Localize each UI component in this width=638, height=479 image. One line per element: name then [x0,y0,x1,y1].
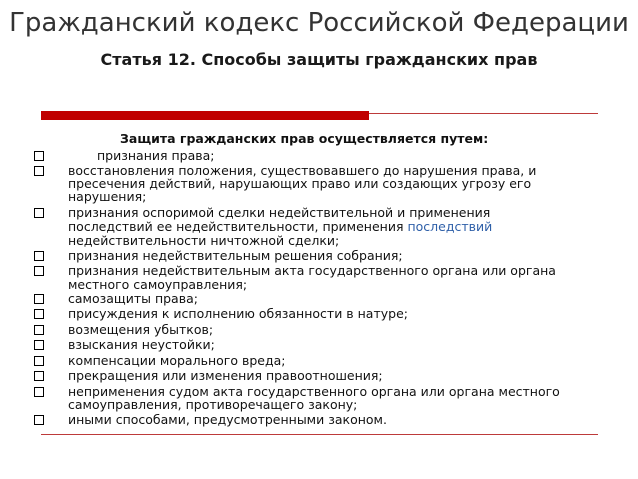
list-item-text: местного самоуправления; [68,277,248,292]
remedies-list [0,148,638,427]
hollow-square-bullet-icon [34,208,44,218]
divider-line [369,113,598,114]
list-item [0,353,638,368]
hollow-square-bullet-icon [34,309,44,319]
list-item [0,368,638,384]
list-item [0,291,638,306]
hollow-square-bullet-icon [34,266,44,276]
intro-text: Защита гражданских прав осуществляется путем: [120,131,489,146]
hollow-square-bullet-icon [34,251,44,261]
list-item [0,263,638,291]
list-item-text: компенсации морального вреда; [68,353,286,368]
list-item-text: признания оспоримой сделки недействительной и применения [68,205,491,220]
hollow-square-bullet-icon [34,166,44,176]
bottom-divider-line [41,434,598,435]
list-item [0,384,638,412]
hollow-square-bullet-icon [34,387,44,397]
list-item [0,248,638,263]
accent-bar [41,111,369,120]
list-item-text: иными способами, предусмотренными законом. [68,412,387,427]
list-item [0,205,638,248]
hollow-square-bullet-icon [34,151,44,161]
list-item-text: пресечения действий, нарушающих право или создающих угрозу его [68,176,532,191]
slide-title: Гражданский кодекс Российской Федерации [9,8,629,38]
list-item-text: признания недействительным акта государственного органа или органа [68,263,556,278]
list-item-text: возмещения убытков; [68,322,214,337]
slide-subtitle: Статья 12. Способы защиты гражданских прав [100,50,538,69]
list-item [0,148,638,163]
list-item-text: признания права; [97,148,215,163]
list-item-text: самозащиты права; [68,291,198,306]
list-item-text: присуждения к исполнению обязанности в натуре; [68,306,408,321]
list-item-text: недействительности ничтожной сделки; [68,233,340,248]
list-item-text-part: последствий ее недействительности, применения [68,219,408,234]
list-item-text: восстановления положения, существовавшего до нарушения права, и [68,163,537,178]
list-item [0,412,638,427]
list-item [0,337,638,353]
list-item-text: признания недействительным решения собрания; [68,248,403,263]
list-item [0,322,638,337]
list-item-text: прекращения или изменения правоотношения; [68,368,383,383]
list-item-text: нарушения; [68,189,147,204]
hollow-square-bullet-icon [34,325,44,335]
list-item [0,163,638,205]
hollow-square-bullet-icon [34,371,44,381]
list-item-text: самоуправления, противоречащего закону; [68,397,358,412]
consequences-link[interactable]: последствий [407,219,493,234]
list-item-text [68,220,492,234]
hollow-square-bullet-icon [34,356,44,366]
hollow-square-bullet-icon [34,340,44,350]
list-item [0,306,638,322]
list-item-text: взыскания неустойки; [68,337,215,352]
list-item-text: неприменения судом акта государственного органа или органа местного [68,384,560,399]
hollow-square-bullet-icon [34,294,44,304]
hollow-square-bullet-icon [34,415,44,425]
